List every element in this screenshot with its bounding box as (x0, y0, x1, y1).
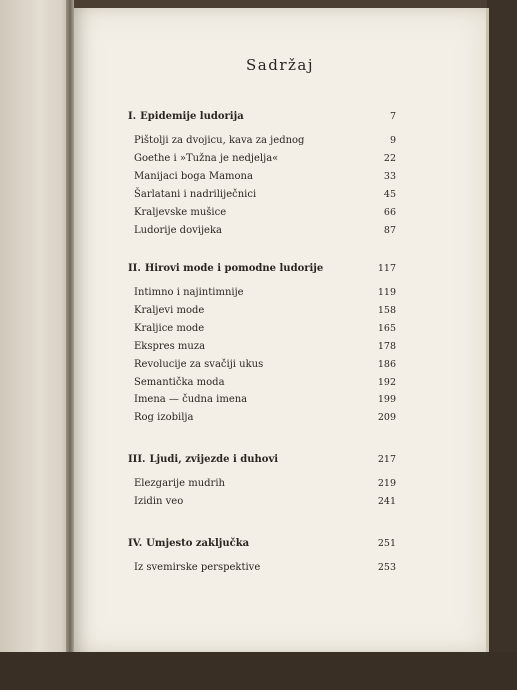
chapter-page-number: 9 (389, 135, 396, 146)
chapter-page-number: 22 (383, 152, 396, 164)
part-page-number: 117 (377, 263, 396, 274)
chapter-page-number: 87 (383, 224, 396, 236)
part-title-text: Umjesto zaključka (146, 538, 250, 549)
part-number: I. (128, 111, 137, 122)
chapter-title: Intimno i najintimnije (134, 287, 244, 298)
chapter-page-number: 192 (377, 376, 396, 388)
chapter-title: Manijaci boga Mamona (134, 170, 253, 182)
chapter-title: Iz svemirske perspektive (134, 562, 261, 573)
part-title-text: Ljudi, zvijezde i duhovi (149, 454, 279, 465)
chapter-title: Kraljevske mušice (134, 206, 227, 218)
chapter-title: Imena — čudna imena (134, 394, 248, 406)
book-spine (66, 0, 74, 652)
background-bottom (0, 652, 517, 690)
chapter-title: Revolucije za svačiji ukus (134, 358, 264, 370)
chapter-title: Elezgarije mudrih (134, 478, 225, 489)
chapter-title: Ludorije dovijeka (134, 224, 222, 236)
chapter-title: Pištolji za dvojicu, kava za jednog (134, 135, 305, 146)
left-page-edge (0, 0, 72, 652)
chapter-page-number: 241 (377, 495, 396, 507)
chapter-page-number: 33 (383, 170, 396, 182)
part-title-text: Hirovi mode i pomodne ludorije (144, 263, 324, 274)
chapter-title: Šarlatani i nadriliječnici (134, 188, 257, 200)
chapter-page-number: 45 (383, 188, 396, 200)
part-title (128, 454, 278, 465)
chapter-title: Rog izobilja (134, 412, 194, 424)
chapter-page-number: 178 (377, 340, 396, 352)
page-title: Sadržaj (246, 56, 314, 74)
chapter-page-number: 119 (377, 287, 396, 298)
part-title (128, 111, 244, 122)
page-edge-right (486, 8, 489, 654)
part-title (128, 263, 323, 274)
part-page-number: 251 (377, 538, 396, 549)
chapter-page-number: 219 (377, 478, 396, 489)
chapter-page-number: 158 (377, 304, 396, 316)
chapter-page-number: 66 (383, 206, 396, 218)
chapter-page-number: 199 (377, 394, 396, 406)
part-number: III. (128, 454, 146, 465)
part-page-number: 217 (377, 454, 396, 465)
chapter-title: Kraljice mode (134, 322, 205, 334)
chapter-page-number: 209 (377, 412, 396, 424)
part-page-number: 7 (389, 111, 396, 122)
part-title-text: Epidemije ludorija (140, 111, 244, 122)
chapter-title: Ekspres muza (134, 340, 206, 352)
background-right (487, 0, 517, 690)
chapter-title: Izidin veo (134, 495, 184, 507)
book-page (74, 8, 486, 654)
chapter-page-number: 253 (377, 562, 396, 573)
chapter-title: Semantička moda (134, 376, 225, 388)
chapter-page-number: 186 (377, 358, 396, 370)
part-number: II. (128, 263, 141, 274)
part-number: IV. (128, 538, 143, 549)
chapter-page-number: 165 (377, 322, 396, 334)
part-title (128, 538, 249, 549)
chapter-title: Kraljevi mode (134, 304, 205, 316)
chapter-title: Goethe i »Tužna je nedjelja« (134, 152, 279, 164)
